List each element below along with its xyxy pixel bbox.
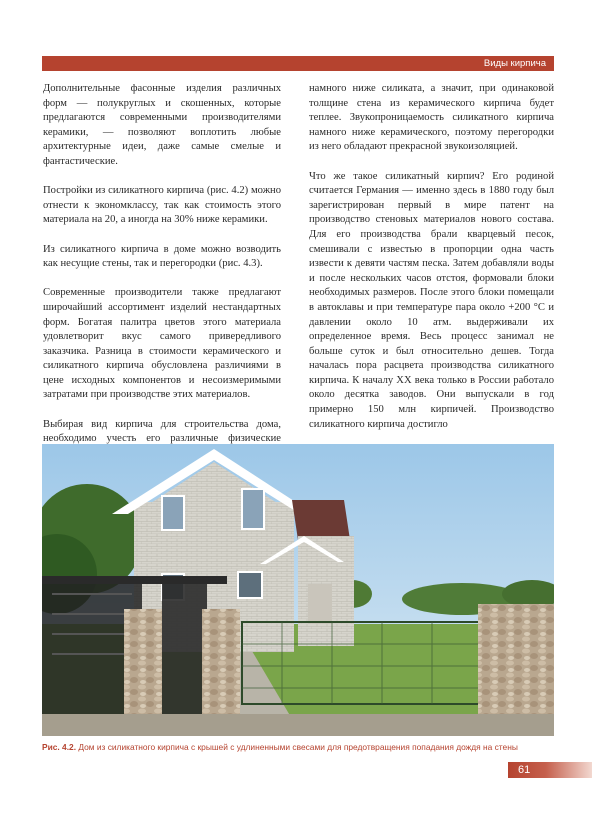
house-photo [42, 444, 554, 736]
paragraph: Выбирая вид кирпича для строительства дома, необходимо учесть его различные физические [43, 418, 281, 445]
text-column-right [309, 82, 554, 447]
paragraph: Из силикатного кирпича в доме можно возводить как несущие стены, так и перегородки (рис. 4.3). [43, 243, 281, 270]
paragraph: Современные производители также предлагают широчайший ассортимент изделий нестандартных форм. Богатая палитра цветов этого материала удовлетворит вкус самого привередливого заказчика. Разница в стоимости керамического и силикатного кирпича обусловлена различиями в цене исходных компонентов и несоизмеримыми затратами при производстве этих материалов. [43, 287, 281, 401]
figure-label: Рис. 4.2. [42, 742, 77, 752]
paragraph: намного ниже силиката, а значит, при одинаковой толщине стена из керамического кирпича будет теплее. Звукопроницаемость силикатного кирпича намного ниже керамического, поэтому перегородки из него обладают прекрасной звукоизоляцией. [309, 83, 554, 153]
paragraph: Что же такое силикатный кирпич? Его родиной считается Германия — именно здесь в 1880 году был зарегистрирован первый в мире патент на производство стеновых материалов нового состава. Для его производства брали кварцевый песок, смешивали с известью в пропорции одна часть извести к девяти частям песка. Затем добавляли воды и после нескольких часов отстоя, формовали блоки необходимых размеров. После этого блоки помещали в автоклавы и при температуре пара около +200 °С и давлении около 10 атм. выдерживали их определенное время. Весь процесс занимал не больше суток и был относительно дешев. Тогда началась пора расцвета производства силикатного кирпича. К началу XX века только в России работало около десятка заводов. Они выпускали в год примерно 150 млн кирпичей. Производство силикатного кирпича достигло [309, 170, 554, 430]
page-number: 61 [518, 764, 531, 776]
figure-caption-text: Дом из силикатного кирпича с крышей с удлиненными свесами для предотвращения попадания дождя на стены [76, 742, 518, 752]
section-title: Виды кирпича [483, 58, 546, 69]
paragraph: Дополнительные фасонные изделия различных форм — полукруглых и скошенных, которые предлагаются современными производителями керамики, — позволяют воплотить любые архитектурные идеи, даже самые смелые и фантастические. [43, 83, 281, 167]
paragraph: Постройки из силикатного кирпича (рис. 4.2) можно отнести к экономклассу, так как стоимость этого материала на 20, а иногда на 30% ниже керамики. [43, 185, 281, 226]
running-header [42, 56, 554, 71]
text-column-left [43, 82, 281, 476]
figure-caption [42, 742, 562, 752]
page-number-tab [508, 762, 592, 778]
